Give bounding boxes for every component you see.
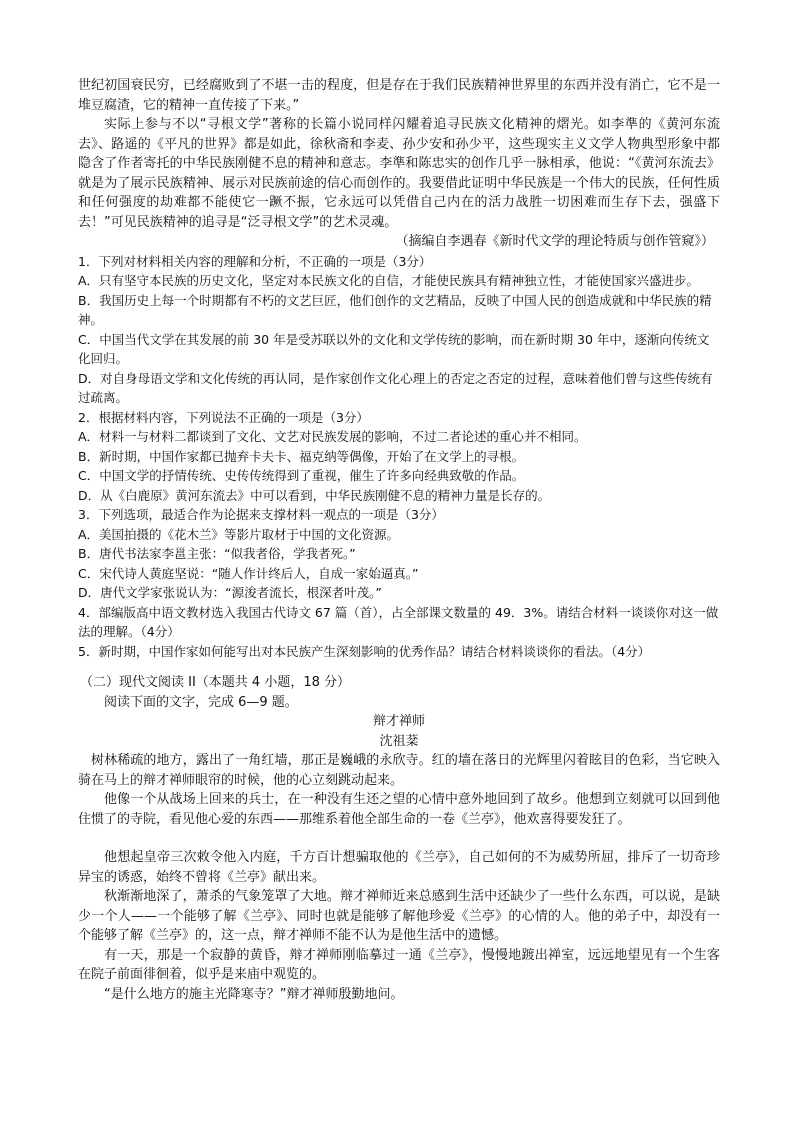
option-3c: C．宋代诗人黄庭坚说：“随人作计终后人，自成一家始逼真。”	[78, 565, 419, 581]
option-1d: D．对自身母语文学和文化传统的再认同，是作家创作文化心理上的否定之否定的过程，意味着他们曾与这些传统有过疏离。	[78, 370, 713, 405]
paragraph-continued: 世纪初国衰民穷，已经腐败到了不堪一击的程度，但是存在于我们民族精神世界里的东西并没有消亡，它不是一堆豆腐渣，它的精神一直传接了下来。”	[78, 78, 720, 113]
story-paragraph: 他想起皇帝三次敕令他入内庭，千方百计想骗取他的《兰亭》，自己如何的不为威势所屈，排斥了一切奇珍异宝的诱惑，始终不曾将《兰亭》献出来。	[78, 850, 720, 885]
option-1c: C．中国当代文学在其发展的前 30 年是受苏联以外的文化和文学传统的影响，而在新时期 30 年中，逐渐向传统文化回归。	[78, 331, 710, 366]
option-3d: D．唐代文学家张说认为：“源浚者流长，根深者叶茂。”	[78, 585, 382, 600]
section-heading: （二）现代文阅读 II（本题共 4 小题，18 分）	[80, 675, 351, 690]
story-paragraph: 树林稀疏的地方，露出了一角红墙，那正是巍峨的永欣寺。红的墙在落日的光辉里闪着眩目的色彩，当它映入骑在马上的辩才禅师眼帘的时候，他的心立刻跳动起来。	[78, 753, 720, 788]
question-3: 3．下列选项，最适合作为论据来支撑材料一观点的一项是（3分）	[78, 507, 444, 522]
option-2a: A．材料一与材料二都谈到了文化、文艺对民族发展的影响，不过二者论述的重心并不相同。	[78, 429, 587, 444]
question-1: 1．下列对材料相关内容的理解和分析，不正确的一项是（3分）	[78, 253, 432, 269]
source-citation: （摘编自李遇春《新时代文学的理论特质与创作管窥》）	[395, 234, 714, 249]
document-page	[78, 76, 720, 1004]
question-4: 4．部编版高中语文教材选入我国古代诗文 67 篇（首），占全部课文数量的 49．3%。请结合材料一谈谈你对这一做法的理解。（4分）	[78, 604, 719, 639]
question-5: 5．新时期，中国作家如何能写出对本民族产生深刻影响的优秀作品？请结合材料谈谈你的看法。（4分）	[78, 643, 651, 659]
option-3a: A．美国拍摄的《花木兰》等影片取材于中国的文化资源。	[78, 526, 400, 542]
paragraph-root-seeking: 实际上参与不以“寻根文学”著称的长篇小说同样闪耀着追寻民族文化精神的熠光。如李準的《黄河东流去》、路遥的《平凡的世界》都是如此，徐秋斋和李麦、孙少安和孙少平，这些现实主义文学人物典型形象中都隐含了作者寄托的中华民族刚健不息的精神和意志。李準和陈忠实的创作几乎一脉相承，他说：“《黄河东流去》就是为了展示民族精神、展示对民族前途的信心而创作的。我要借此证明中华民族是一个伟大的民族，任何性质和任何强度的劫难都不能使它一蹶不振，它永远可以凭借自己内在的活力战胜一切困难而生存下去，强盛下去！”可见民族精神的追寻是“泛寻根文学”的艺术灵魂。	[78, 117, 720, 230]
story-author: 沈祖棻	[379, 733, 419, 749]
story-paragraph: 有一天，那是一个寂静的黄昏，辩才禅师刚临摹过一通《兰亭》，慢慢地踱出禅室，远远地望见有一个生客在院子前面徘徊着，似乎是来庙中观览的。	[78, 947, 720, 982]
option-1b: B．我国历史上每一个时期都有不朽的文艺巨匠，他们创作的文艺精品，反映了中国人民的创造成就和中华民族的精神。	[78, 292, 712, 327]
option-2d: D．从《白鹿原》黄河东流去》中可以看到，中华民族刚健不息的精神力量是长存的。	[78, 487, 551, 503]
reading-instruction: 阅读下面的文字，完成 6—9 题。	[104, 694, 298, 710]
story-paragraph: 秋渐渐地深了，萧杀的气象笼罩了大地。辩才禅师近来总感到生活中还缺少了一些什么东西，可以说，是缺少一个人——一个能够了解《兰亭》、同时也就是能够了解他珍爱《兰亭》的心情的人。他的弟子中，却没有一个能够了解《兰亭》的，这一点，辩才禅师不能不认为是他生活中的遗憾。	[78, 889, 720, 943]
story-title: 辩才禅师	[372, 714, 425, 729]
option-2c: C．中国文学的抒情传统、史传传统得到了重视，催生了许多向经典致敬的作品。	[78, 468, 525, 483]
option-1a: A．只有坚守本民族的历史文化，坚定对本民族文化的自信，才能使民族具有精神独立性，才能使国家兴盛进步。	[78, 273, 700, 288]
option-2b: B．新时期，中国作家都已抛弃卡夫卡、福克纳等偶像，开始了在文学上的寻根。	[78, 448, 525, 464]
option-3b: B．唐代书法家李邕主张：“似我者俗，学我者死。”	[78, 546, 356, 561]
question-2: 2．根据材料内容，下列说法不正确的一项是（3分）	[78, 409, 369, 425]
story-paragraph: 他像一个从战场上回来的兵士，在一种没有生还之望的心情中意外地回到了故乡。他想到立刻就可以回到他住惯了的寺院，看见他心爱的东西——那维系着他全部生命的一卷《兰亭》，他欢喜得要发狂了。	[78, 792, 720, 827]
story-paragraph: “是什么地方的施主光降寒寺？”辩才禅师殷勤地问。	[104, 986, 404, 1002]
question-list	[78, 252, 720, 662]
